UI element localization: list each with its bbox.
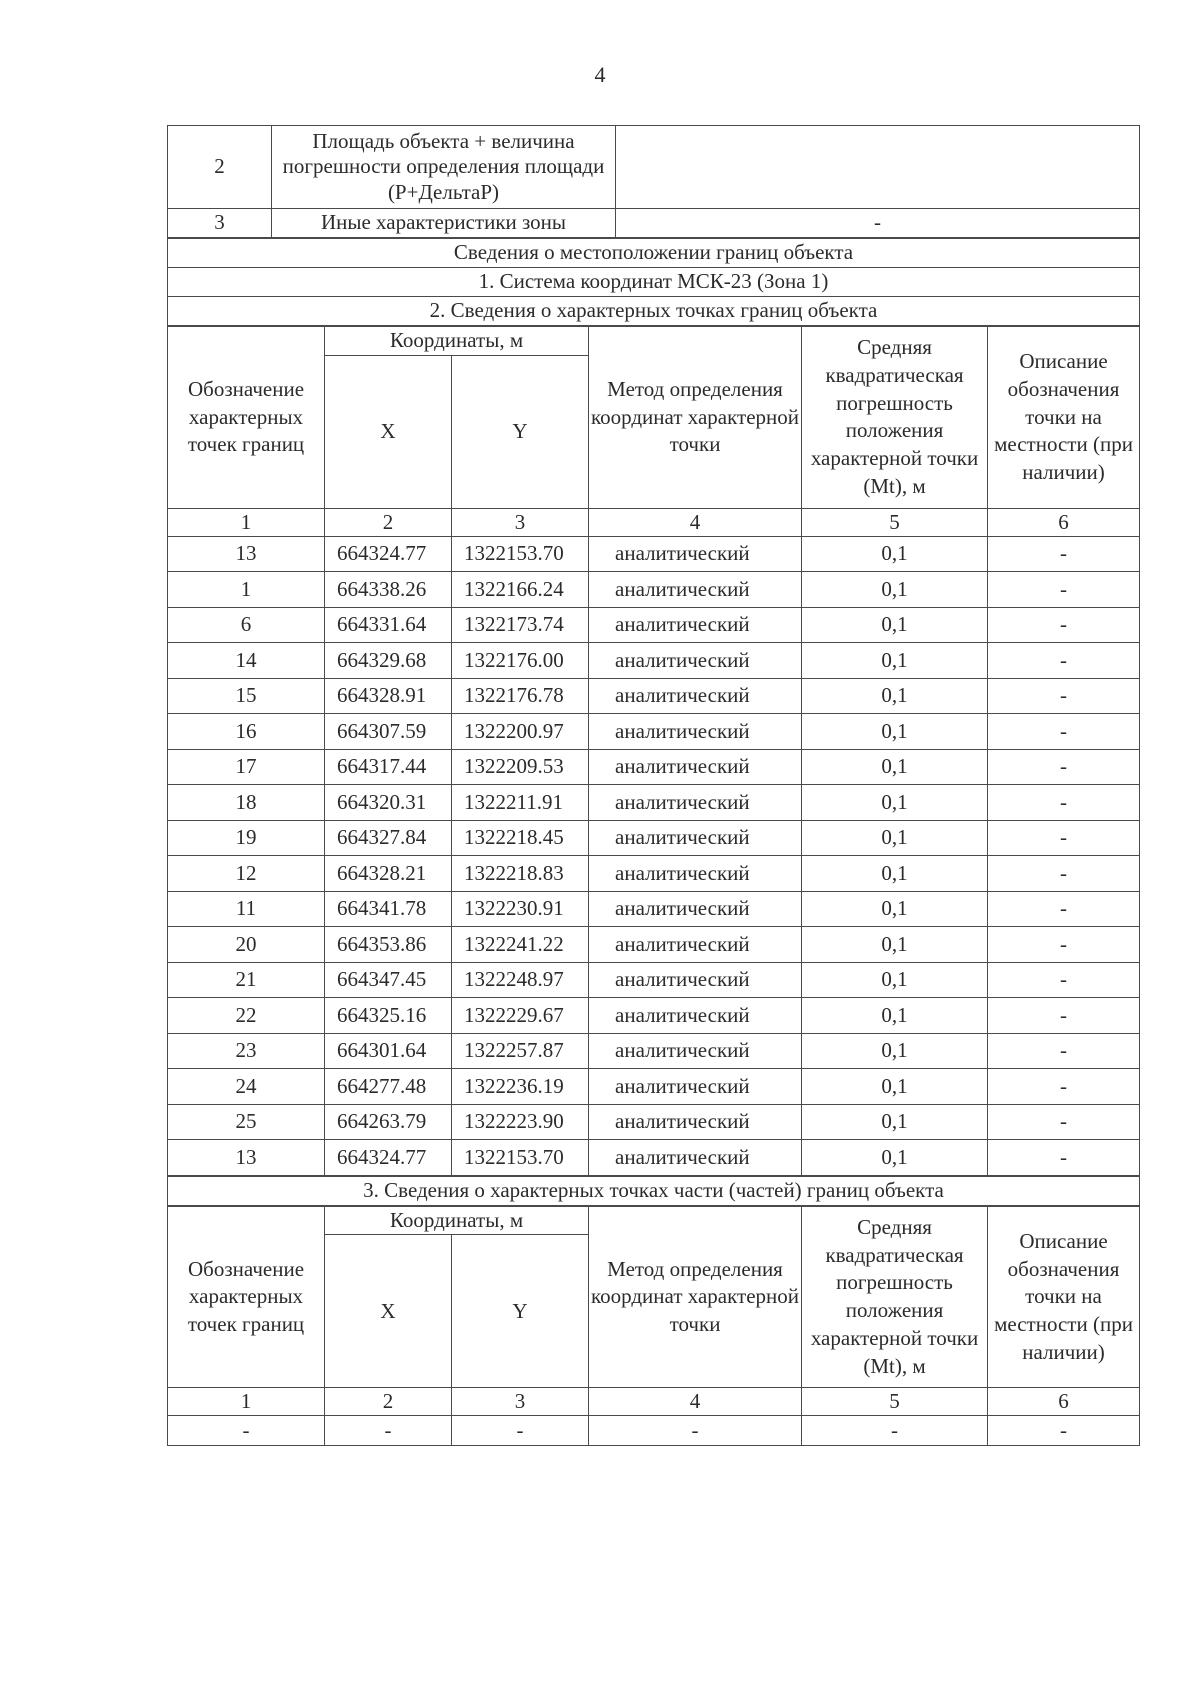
point-y: 1322230.91 [452,891,589,927]
table-row [168,785,1140,821]
point-y: 1322166.24 [452,572,589,608]
point-description: - [988,1104,1140,1140]
point-error: 0,1 [802,927,988,963]
point-error: - [802,1416,988,1446]
boundary-points-body [168,536,1140,1175]
point-method: аналитический [589,891,802,927]
point-description: - [988,856,1140,892]
location-section-headers [167,238,1140,326]
column-numbers-row [168,508,1140,536]
section-title-boundary-points: 2. Сведения о характерных точках границ объекта [168,297,1140,326]
point-y: 1322211.91 [452,785,589,821]
point-id: 16 [168,714,325,750]
column-number: 2 [325,1388,452,1416]
point-description: - [988,891,1140,927]
header-error: Средняя квадратическая погрешность положения характерной точки (Mt), м [802,327,988,509]
point-id: 11 [168,891,325,927]
point-x: 664327.84 [325,820,452,856]
point-y: 1322223.90 [452,1104,589,1140]
point-method: аналитический [589,572,802,608]
point-error: 0,1 [802,572,988,608]
column-number: 6 [988,508,1140,536]
point-id: 13 [168,1140,325,1176]
table-row [168,1104,1140,1140]
point-description: - [988,962,1140,998]
section-title-location: Сведения о местоположении границ объекта [168,239,1140,268]
point-description: - [988,607,1140,643]
point-method: аналитический [589,749,802,785]
point-id: 25 [168,1104,325,1140]
point-id: 17 [168,749,325,785]
point-method: аналитический [589,927,802,963]
point-method: аналитический [589,678,802,714]
column-number: 5 [802,1388,988,1416]
point-y: 1322209.53 [452,749,589,785]
point-x: 664277.48 [325,1069,452,1105]
point-error: 0,1 [802,820,988,856]
point-y: 1322153.70 [452,536,589,572]
header-description: Описание обозначения точки на местности (при наличии) [988,327,1140,509]
boundary-points-table [167,326,1140,1176]
table-row [168,891,1140,927]
point-error: 0,1 [802,749,988,785]
point-description: - [988,1069,1140,1105]
point-x: - [325,1416,452,1446]
row-label: Иные характеристики зоны [272,209,616,238]
point-id: 23 [168,1033,325,1069]
point-method: аналитический [589,1104,802,1140]
point-method: аналитический [589,1033,802,1069]
table-row [168,1069,1140,1105]
column-number: 3 [452,508,589,536]
row-label: Площадь объекта + величина погрешности определения площади (P+ДельтаР) [272,126,616,209]
point-y: 1322153.70 [452,1140,589,1176]
point-id: 14 [168,643,325,679]
point-y: 1322218.45 [452,820,589,856]
table-row [168,1416,1140,1446]
point-id: 12 [168,856,325,892]
point-id: 22 [168,998,325,1034]
point-error: 0,1 [802,962,988,998]
column-number: 1 [168,508,325,536]
point-id: 1 [168,572,325,608]
point-error: 0,1 [802,891,988,927]
point-x: 664341.78 [325,891,452,927]
point-error: 0,1 [802,785,988,821]
header-x: X [325,1235,452,1388]
page-number: 4 [594,62,606,87]
header-method: Метод определения координат характерной точки [589,327,802,509]
table-row [168,820,1140,856]
point-method: аналитический [589,962,802,998]
section-title-coordinate-system: 1. Система координат МСК-23 (Зона 1) [168,268,1140,297]
point-error: 0,1 [802,1140,988,1176]
point-y: 1322200.97 [452,714,589,750]
point-description: - [988,1416,1140,1446]
point-error: 0,1 [802,998,988,1034]
row-value: - [616,209,1140,238]
point-y: - [452,1416,589,1446]
point-error: 0,1 [802,678,988,714]
point-x: 664331.64 [325,607,452,643]
row-number: 3 [168,209,272,238]
zone-characteristics-table [167,125,1140,238]
point-description: - [988,749,1140,785]
point-y: 1322257.87 [452,1033,589,1069]
point-id: 18 [168,785,325,821]
header-y: Y [452,1235,589,1388]
point-description: - [988,643,1140,679]
point-x: 664347.45 [325,962,452,998]
point-method: аналитический [589,785,802,821]
point-error: 0,1 [802,536,988,572]
point-description: - [988,1140,1140,1176]
point-description: - [988,678,1140,714]
table-row [168,962,1140,998]
point-error: 0,1 [802,643,988,679]
column-number: 4 [589,1388,802,1416]
column-number: 1 [168,1388,325,1416]
column-number: 5 [802,508,988,536]
table-row [168,1140,1140,1176]
table-row [168,998,1140,1034]
point-description: - [988,572,1140,608]
table-row [168,643,1140,679]
point-method: аналитический [589,536,802,572]
point-error: 0,1 [802,856,988,892]
point-id: 6 [168,607,325,643]
point-x: 664307.59 [325,714,452,750]
column-number: 6 [988,1388,1140,1416]
point-method: аналитический [589,643,802,679]
point-id: - [168,1416,325,1446]
header-y: Y [452,355,589,508]
point-id: 13 [168,536,325,572]
point-method: аналитический [589,1069,802,1105]
point-x: 664324.77 [325,536,452,572]
point-x: 664338.26 [325,572,452,608]
point-id: 15 [168,678,325,714]
point-y: 1322236.19 [452,1069,589,1105]
column-number: 3 [452,1388,589,1416]
point-method: аналитический [589,607,802,643]
point-x: 664325.16 [325,998,452,1034]
point-id: 19 [168,820,325,856]
table-row [168,1033,1140,1069]
point-y: 1322176.00 [452,643,589,679]
column-number: 2 [325,508,452,536]
parts-section-header [167,1176,1140,1206]
point-id: 24 [168,1069,325,1105]
header-description: Описание обозначения точки на местности (при наличии) [988,1206,1140,1388]
point-error: 0,1 [802,607,988,643]
table-row [168,714,1140,750]
table-row [168,572,1140,608]
point-y: 1322173.74 [452,607,589,643]
table-row [168,209,1140,238]
table-row [168,678,1140,714]
point-description: - [988,714,1140,750]
point-description: - [988,1033,1140,1069]
point-y: 1322218.83 [452,856,589,892]
document-sheet [167,125,1140,1446]
point-y: 1322241.22 [452,927,589,963]
point-y: 1322176.78 [452,678,589,714]
point-x: 664263.79 [325,1104,452,1140]
point-x: 664324.77 [325,1140,452,1176]
table-row [168,927,1140,963]
section-title-part-points: 3. Сведения о характерных точках части (частей) границ объекта [168,1176,1140,1205]
table-row [168,607,1140,643]
point-x: 664353.86 [325,927,452,963]
point-description: - [988,536,1140,572]
point-method: - [589,1416,802,1446]
point-method: аналитический [589,714,802,750]
point-method: аналитический [589,1140,802,1176]
point-x: 664317.44 [325,749,452,785]
point-x: 664320.31 [325,785,452,821]
point-y: 1322248.97 [452,962,589,998]
point-error: 0,1 [802,1104,988,1140]
header-designation: Обозначение характерных точек границ [168,327,325,509]
column-numbers-row [168,1388,1140,1416]
point-description: - [988,820,1140,856]
table-row [168,856,1140,892]
point-method: аналитический [589,998,802,1034]
header-x: X [325,355,452,508]
header-method: Метод определения координат характерной точки [589,1206,802,1388]
table-row [168,536,1140,572]
point-x: 664301.64 [325,1033,452,1069]
column-number: 4 [589,508,802,536]
point-error: 0,1 [802,1033,988,1069]
point-description: - [988,785,1140,821]
point-description: - [988,927,1140,963]
table-row [168,126,1140,209]
point-id: 20 [168,927,325,963]
point-x: 664329.68 [325,643,452,679]
point-description: - [988,998,1140,1034]
header-designation: Обозначение характерных точек границ [168,1206,325,1388]
point-error: 0,1 [802,1069,988,1105]
point-error: 0,1 [802,714,988,750]
point-id: 21 [168,962,325,998]
table-row [168,749,1140,785]
point-method: аналитический [589,856,802,892]
row-value [616,126,1140,209]
part-points-table [167,1206,1140,1447]
point-y: 1322229.67 [452,998,589,1034]
point-x: 664328.21 [325,856,452,892]
point-method: аналитический [589,820,802,856]
header-error: Средняя квадратическая погрешность положения характерной точки (Mt), м [802,1206,988,1388]
header-coordinates: Координаты, м [325,1206,589,1235]
row-number: 2 [168,126,272,209]
header-coordinates: Координаты, м [325,327,589,356]
point-x: 664328.91 [325,678,452,714]
